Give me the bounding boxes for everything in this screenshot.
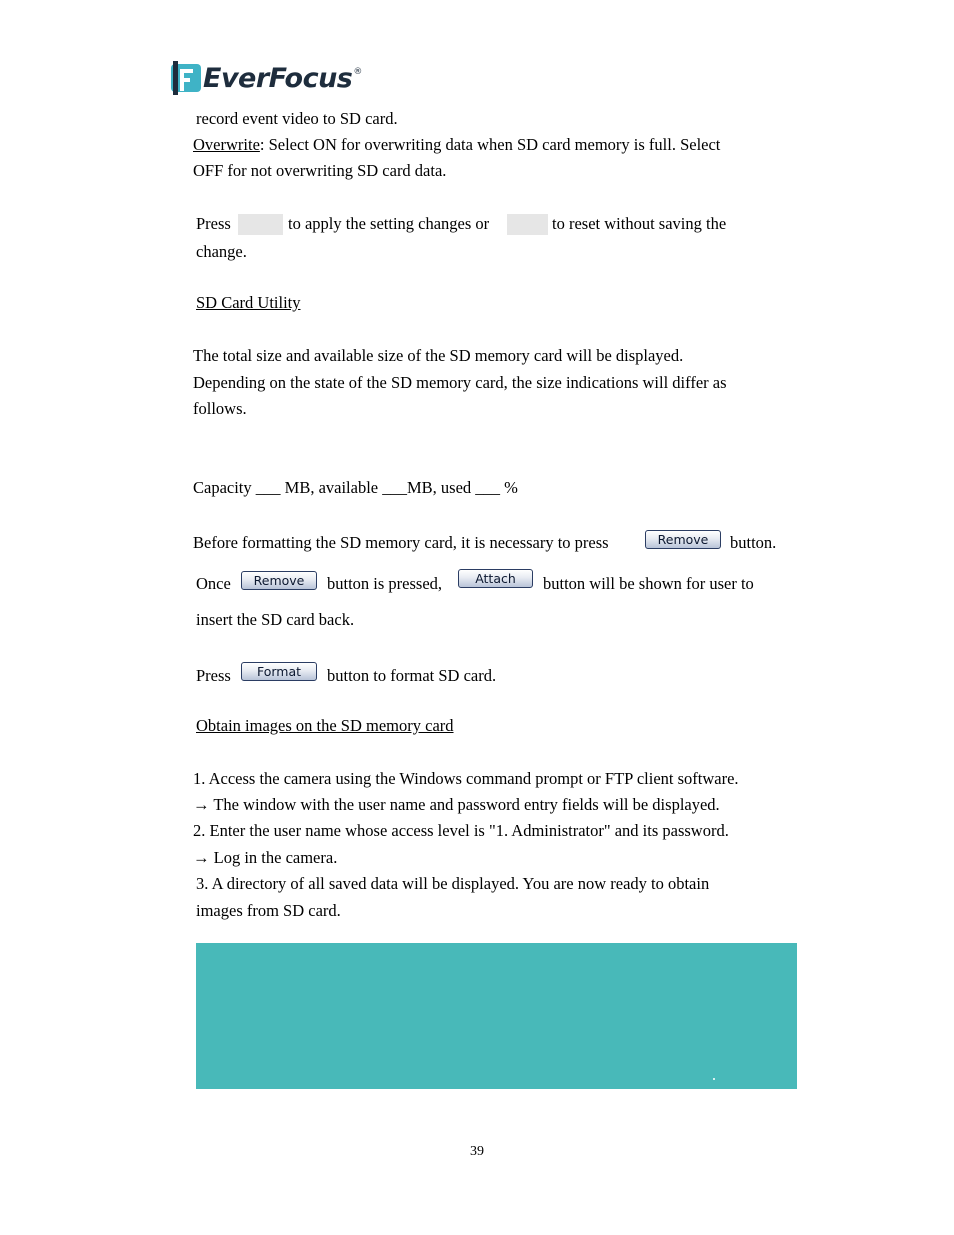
- everfocus-logo-icon: [171, 61, 201, 95]
- press-label-2: Press: [196, 666, 231, 685]
- page-number: 39: [470, 1144, 484, 1159]
- insert-back-text: insert the SD card back.: [196, 610, 355, 629]
- size-paragraph-line-3: follows.: [193, 399, 247, 418]
- apply-text: to apply the setting changes or: [288, 214, 490, 233]
- overwrite-label: Overwrite: [193, 135, 260, 154]
- before-format-text: Before formatting the SD memory card, it is necessary to press: [193, 533, 609, 552]
- capacity-line: Capacity ___ MB, available ___MB, used ___ %: [193, 478, 518, 497]
- reset-text: to reset without saving the: [552, 214, 727, 233]
- step-1: 1. Access the camera using the Windows command prompt or FTP client software.: [193, 769, 739, 788]
- everfocus-logo: [171, 61, 362, 97]
- apply-button-placeholder: [238, 214, 283, 235]
- logo-wordmark: EverFocus: [203, 63, 353, 94]
- logo-registered-mark: ®: [353, 67, 363, 77]
- obtain-images-heading: Obtain images on the SD memory card: [196, 716, 454, 735]
- button-is-pressed-text: button is pressed,: [327, 574, 443, 593]
- step-3-continued: images from SD card.: [196, 901, 341, 920]
- format-button[interactable]: Format: [241, 662, 317, 681]
- panel-dot: [713, 1078, 715, 1080]
- step-2-result: → Log in the camera.: [193, 848, 338, 867]
- step-1-result: → The window with the user name and password entry fields will be displayed.: [193, 795, 720, 814]
- overwrite-text: : Select ON for overwriting data when SD card memory is full. Select: [259, 135, 721, 154]
- attach-button[interactable]: Attach: [458, 569, 533, 588]
- screenshot-panel: [196, 943, 797, 1089]
- size-paragraph-line-2: Depending on the state of the SD memory card, the size indications will differ as: [193, 373, 727, 392]
- press-label-1: Press: [196, 214, 231, 233]
- overwrite-line-2: OFF for not overwriting SD card data.: [193, 161, 447, 180]
- sd-card-utility-heading: SD Card Utility: [196, 293, 301, 312]
- shown-for-user-text: button will be shown for user to: [543, 574, 754, 593]
- change-text: change.: [196, 242, 247, 261]
- reset-button-placeholder: [507, 214, 548, 235]
- remove-button-2[interactable]: Remove: [241, 571, 317, 590]
- once-text: Once: [196, 574, 231, 593]
- step-3: 3. A directory of all saved data will be displayed. You are now ready to obtain: [196, 874, 710, 893]
- remove-button[interactable]: Remove: [645, 530, 721, 549]
- step-2: 2. Enter the user name whose access level is "1. Administrator" and its password.: [193, 821, 729, 840]
- overwrite-line: [193, 135, 720, 155]
- format-text: button to format SD card.: [327, 666, 497, 685]
- record-line: record event video to SD card.: [196, 109, 398, 128]
- button-word: button.: [730, 533, 777, 552]
- size-paragraph-line-1: The total size and available size of the SD memory card will be displayed.: [193, 346, 684, 365]
